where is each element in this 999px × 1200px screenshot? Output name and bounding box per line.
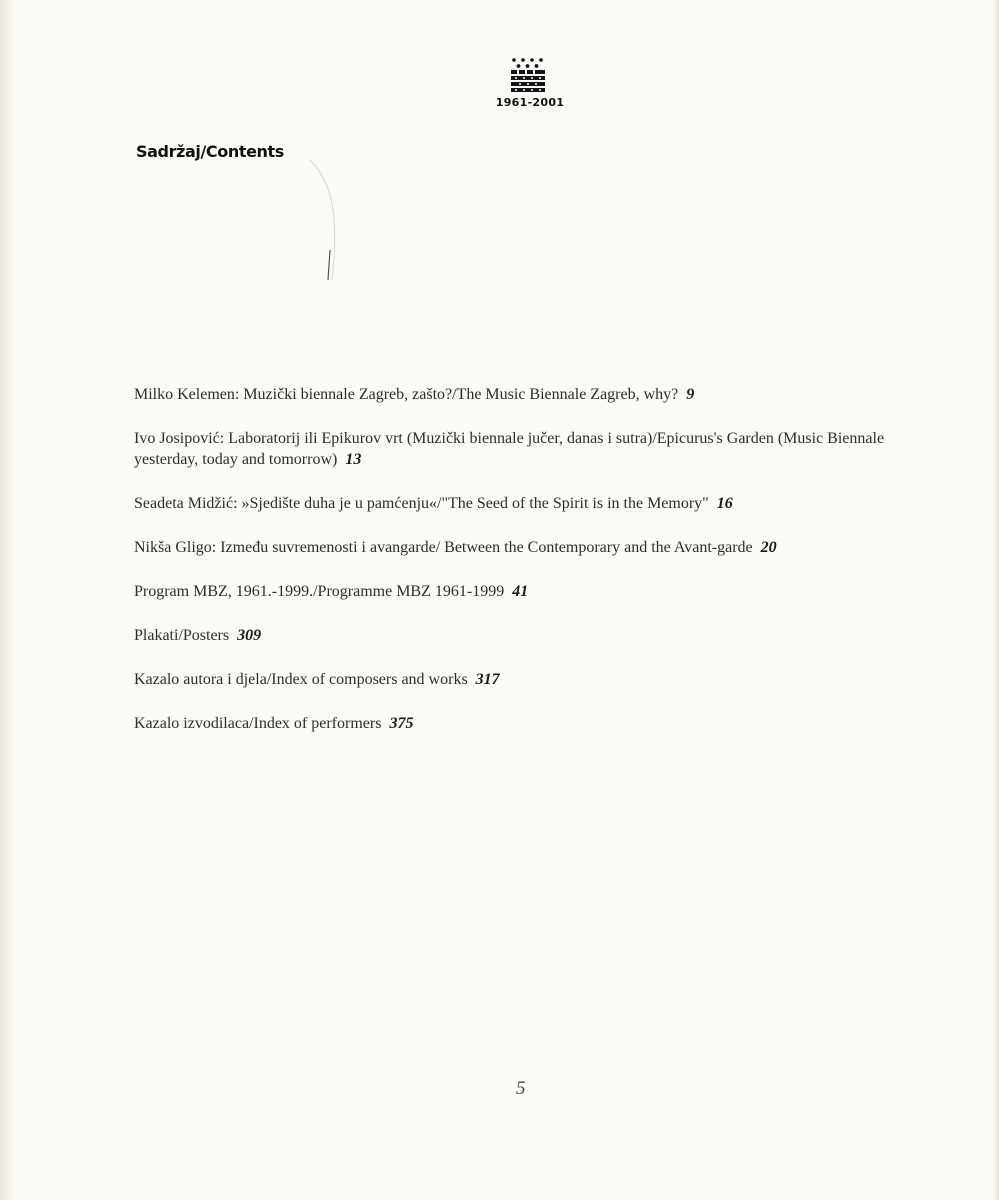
toc-entry-page: 13 (345, 451, 362, 468)
toc-entry-title: Kazalo autora i djela/Index of composers and works (134, 671, 468, 688)
biennale-logo-icon (510, 56, 546, 94)
page-number: 5 (516, 1078, 526, 1099)
toc-entry-page: 375 (389, 715, 414, 732)
toc-entry-title: Milko Kelemen: Muzički biennale Zagreb, zašto?/The Music Biennale Zagreb, why? (134, 386, 679, 403)
toc-entry-page: 41 (512, 583, 529, 600)
toc-entry-title: Nikša Gligo: Između suvremenosti i avangarde/ Between the Contemporary and the Avant-garde (134, 539, 753, 556)
paper-mark (300, 150, 360, 290)
toc-entry[interactable] (134, 669, 934, 690)
toc-entry[interactable] (134, 428, 934, 470)
toc-entry-page: 317 (475, 671, 500, 688)
toc-entry-title: Kazalo izvodilaca/Index of performers (134, 715, 382, 732)
toc-entry[interactable] (134, 384, 934, 405)
page-edge-left (0, 0, 14, 1200)
page-title: Sadržaj/Contents (136, 142, 284, 161)
toc-entry[interactable] (134, 625, 934, 646)
toc-entry[interactable] (134, 713, 934, 734)
toc-entry-page: 9 (686, 386, 695, 403)
toc-entry-page: 20 (760, 539, 777, 556)
toc-entry-title: Program MBZ, 1961.-1999./Programme MBZ 1961-1999 (134, 583, 505, 600)
table-of-contents (134, 384, 934, 757)
toc-entry-title: Ivo Josipović: Laboratorij ili Epikurov vrt (Muzički biennale jučer, danas i sutra)/Epicurus's Garden (Music Biennale yesterday, today and tomorrow) (134, 430, 885, 468)
toc-entry-title: Plakati/Posters (134, 627, 230, 644)
toc-entry[interactable] (134, 581, 934, 602)
toc-entry[interactable] (134, 537, 934, 558)
logo-years: 1961-2001 (495, 96, 565, 109)
toc-entry[interactable] (134, 493, 934, 514)
toc-entry-page: 309 (237, 627, 262, 644)
toc-entry-page: 16 (716, 495, 733, 512)
page-edge-right (993, 0, 999, 1200)
toc-entry-title: Seadeta Midžić: »Sjedište duha je u pamćenju«/"The Seed of the Spirit is in the Memory" (134, 495, 709, 512)
